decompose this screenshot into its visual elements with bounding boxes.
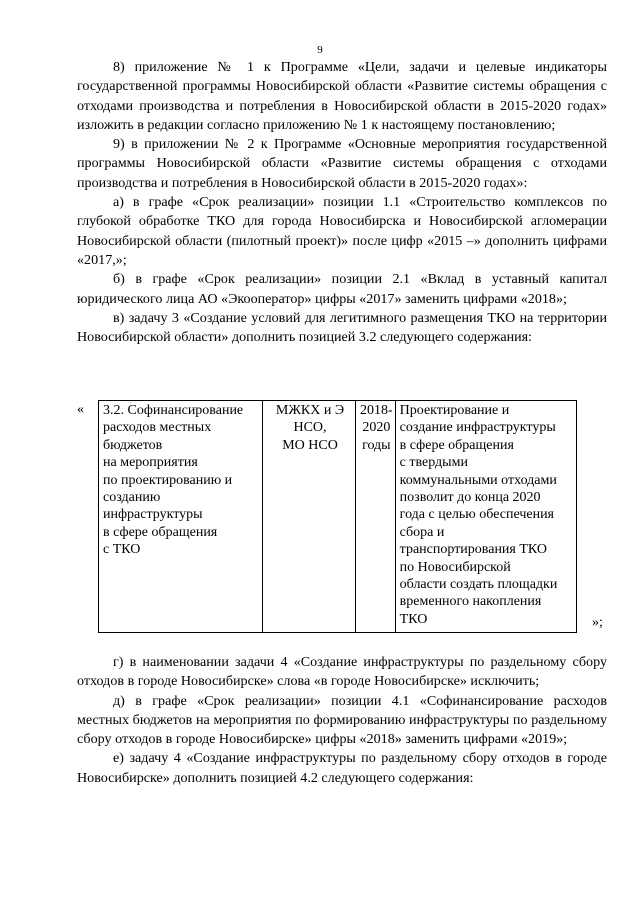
- paragraph-9b: б) в графе «Срок реализации» позиции 2.1 «Вклад в уставный капитал юридического лица АО «Экооператор» цифры «2017» заменить цифрами «2018»;: [77, 271, 607, 307]
- table-row: [99, 401, 577, 633]
- amendments-section-2: [77, 653, 607, 788]
- paragraph-9e: е) задачу 4 «Создание инфраструктуры по раздельному сбору отходов в городе Новосибирске» дополнить позицией 4.2 следующего содержания:: [77, 750, 607, 786]
- quote-open: «: [77, 402, 84, 417]
- paragraph-9g: г) в наименовании задачи 4 «Создание инфраструктуры по раздельному сбору отходов в городе Новосибирске» слова «в городе Новосибирске» исключить;: [77, 654, 607, 690]
- paragraph-9d: д) в графе «Срок реализации» позиции 4.1 «Софинансирование расходов местных бюджетов на мероприятия по формированию инфраструктуры по раздельному сбору отходов в городе Новосибирске» цифры «2018» заменить цифрами «2019»;: [77, 692, 607, 748]
- quote-close: »;: [592, 615, 603, 630]
- page-number: 9: [317, 44, 323, 56]
- paragraph-9: 9) в приложении № 2 к Программе «Основные мероприятия государственной программы Новосибирской области «Развитие системы обращения с отходами производства и потребления в Новосибирской области в 2015-2020 годах»:: [77, 136, 607, 191]
- cell-expected-result: Проектирование и создание инфраструктуры в сфере обращения с твердыми коммунальными отходами позволит до конца 2020 года с целью обеспечения сбора и транспортирования ТКО по Новосибирской области создать площадки временного накопления ТКО: [395, 401, 576, 633]
- position-3-2-table-block: [77, 400, 617, 636]
- amendments-section-1: [77, 58, 607, 347]
- paragraph-8: 8) приложение № 1 к Программе «Цели, задачи и целевые индикаторы государственной программы Новосибирской области «Развитие системы обращения с отходами производства и потребления в Новосибирской области в 2015-2020 годах» изложить в редакции согласно приложению № 1 к настоящему постановлению;: [77, 59, 607, 133]
- cell-period: 2018- 2020 годы: [356, 401, 396, 633]
- paragraph-9v: в) задачу 3 «Создание условий для легитимного размещения ТКО на территории Новосибирской области» дополнить позицией 3.2 следующего содержания:: [77, 309, 607, 346]
- cell-executors: МЖКХ и Э НСО, МО НСО: [263, 401, 356, 633]
- paragraph-9a: а) в графе «Срок реализации» позиции 1.1 «Строительство комплексов по глубокой обработке ТКО для города Новосибирска и Новосибирской агломерации Новосибирской области (пилотный проект)» после цифр «2015 –» дополнить цифрами «2017,»;: [77, 194, 607, 268]
- cell-activity: 3.2. Софинансирование расходов местных бюджетов на мероприятия по проектированию и созданию инфраструктуры в сфере обращения с ТКО: [99, 401, 263, 633]
- position-3-2-table: [98, 400, 577, 633]
